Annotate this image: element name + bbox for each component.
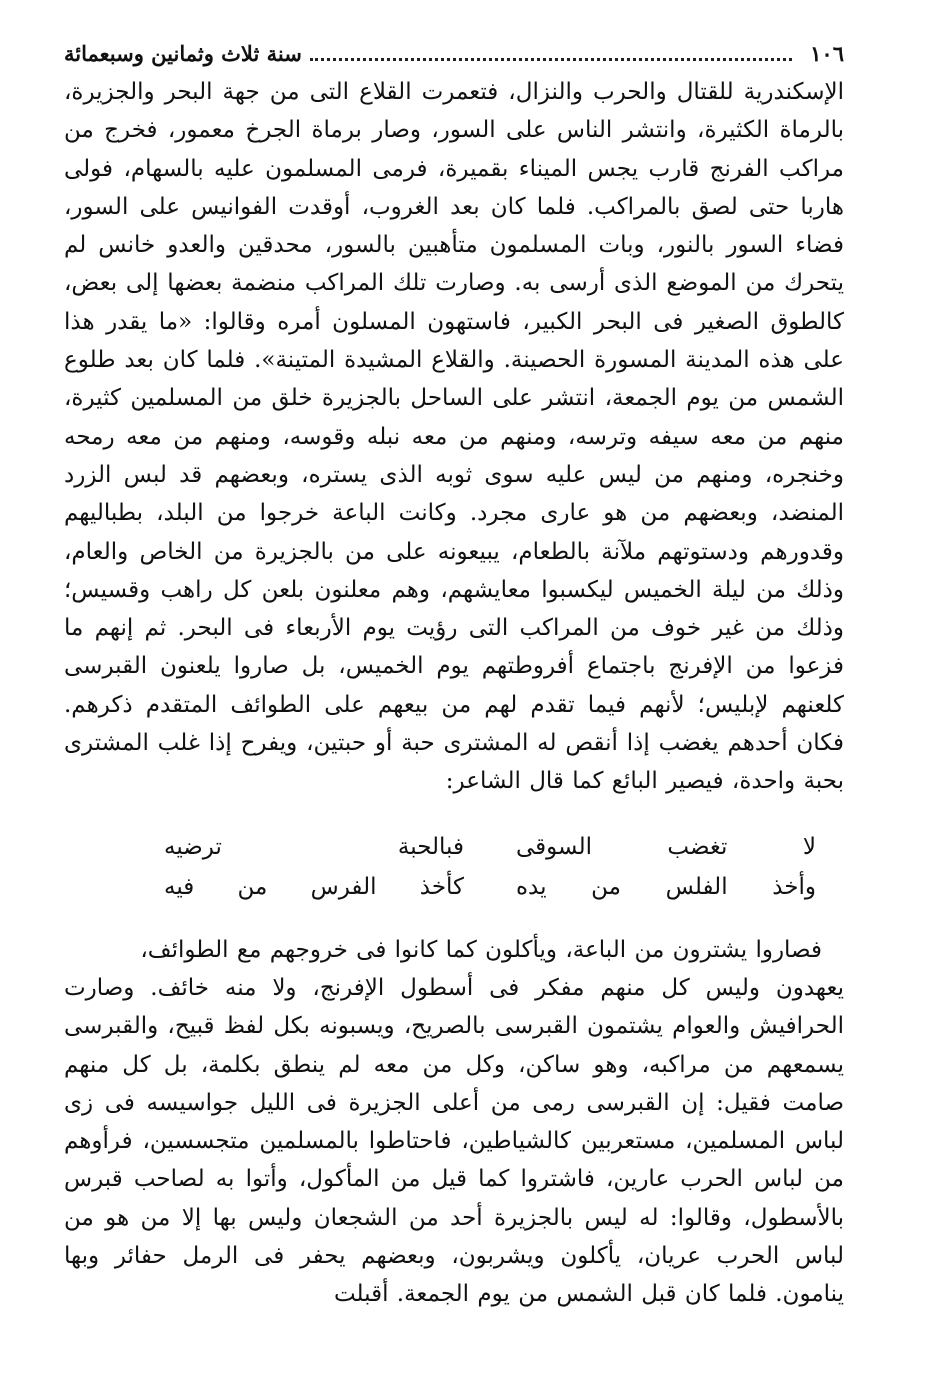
verse-1-second-hemistich: فبالحبة ترضيه (164, 833, 464, 860)
verse-1-first-hemistich: لا تغضب السوقى (516, 833, 816, 860)
paragraph-1: الإسكندرية للقتال والحرب والنزال، فتعمرت القلاع التى من جهة البحر والجزيرة، بالرماة الكثيرة، وانتشر الناس على السور، وصار برماة الجرخ معمور، فخرج من مراكب الفرنج قارب يجس الميناء بقميرة، فرمى المسلمون عليه بالسهام، فولى هاربا حتى لصق بالمراكب. فلما كان بعد الغروب، أوقدت الفوانيس على السور، فضاء السور بالنور، وبات المسلمون متأهبين بالسور، محدقين والعدو خانس لم يتحرك من الموضع الذى أرسى به. وصارت تلك المراكب منضمة بعضها إلى بعض، كالطوق الصغير فى البحر الكبير، فاستهون المسلون أمره وقالوا: «ما يقدر هذا على هذه المدينة المسورة الحصينة. والقلاع المشيدة المتينة». فلما كان بعد طلوع الشمس من يوم الجمعة، انتشر على الساحل بالجزيرة خلق من المسلمين كثيرة، منهم من معه سيفه وترسه، ومنهم من معه نبله وقوسه، ومنهم من معه رمحه وخنجره، ومنهم من ليس عليه سوى ثوبه الذى يستره، وبعضهم قد لبس الزرد المنضد، وبعضهم من هو عارى مجرد. وكانت الباعة خرجوا من البلد، بطباليهم وقدورهم ودستوتهم ملآنة بالطعام، يبيعونه على من بالجزيرة من الخاص والعام، وذلك من ليلة الخميس ليكسبوا معايشهم، وهم معلنون بلعن كل راهب وقسيس؛ وذلك من غير خوف من المراكب التى رؤيت يوم الأربعاء فى البحر. ثم إنهم ما فزعوا من الإفرنج باجتماع أفروطتهم يوم الخميس، بل صاروا يلعنون القبرسى كلعنهم لإبليس؛ لأنهم فيما تقدم لهم من بيعهم على الطوائف المتقدم ذكرهم. فكان أحدهم يغضب إذا أنقص له المشترى حبة أو حبتين، ويفرح إذا غلب المشترى بحبة واحدة، فيصير البائع كما قال الشاعر: (64, 79, 844, 795)
poem (64, 827, 844, 907)
page-header (64, 36, 844, 70)
running-title: سنة ثلاث وثمانين وسبعمائة (64, 40, 302, 66)
poem-verse-1 (64, 827, 844, 867)
paragraph-2-body: يعهدون وليس كل منهم مفكر فى أسطول الإفرنج، ولا منه خائف. وصارت الحرافيش والعوام يشتمون القبرسى بالصريح، ويسبونه بكل لفظ قبيح، والقبرسى يسمعهم من مراكبه، وهو ساكن، وكل من معه لم ينطق بكلمة، بل كل منهم صامت فقيل: إن القبرسى رمى من أعلى الجزيرة فى الليل جواسيسه فى زى لباس المسلمين، مستعربين كالشياطين، فاحتاطوا بالمسلمين متجسسين، فرأوهم من لباس الحرب عارين، فاشتروا كما قيل من المأكول، وأتوا به لصاحب قبرس بالأسطول، وقالوا: له ليس بالجزيرة أحد من الشجعان وليس بها إلا من هو من لباس الحرب عريان، يأكلون ويشربون، وبعضهم يحفر فى الرمل حفائر وبها ينامون. فلما كان قبل الشمس من يوم الجمعة. أقبلت (64, 974, 844, 1308)
book-page (64, 36, 844, 1356)
page-number: ١٠٦ (810, 40, 844, 66)
poem-verse-2 (64, 867, 844, 907)
verse-2-first-hemistich: وأخذ الفلس من يده (516, 873, 816, 900)
paragraph-2-first-line: فصاروا يشترون من الباعة، ويأكلون كما كانوا فى خروجهم مع الطوائف، (140, 936, 822, 963)
header-dotted-leader (310, 58, 792, 61)
verse-2-second-hemistich: كأخذ الفرس من فيه (164, 873, 464, 900)
